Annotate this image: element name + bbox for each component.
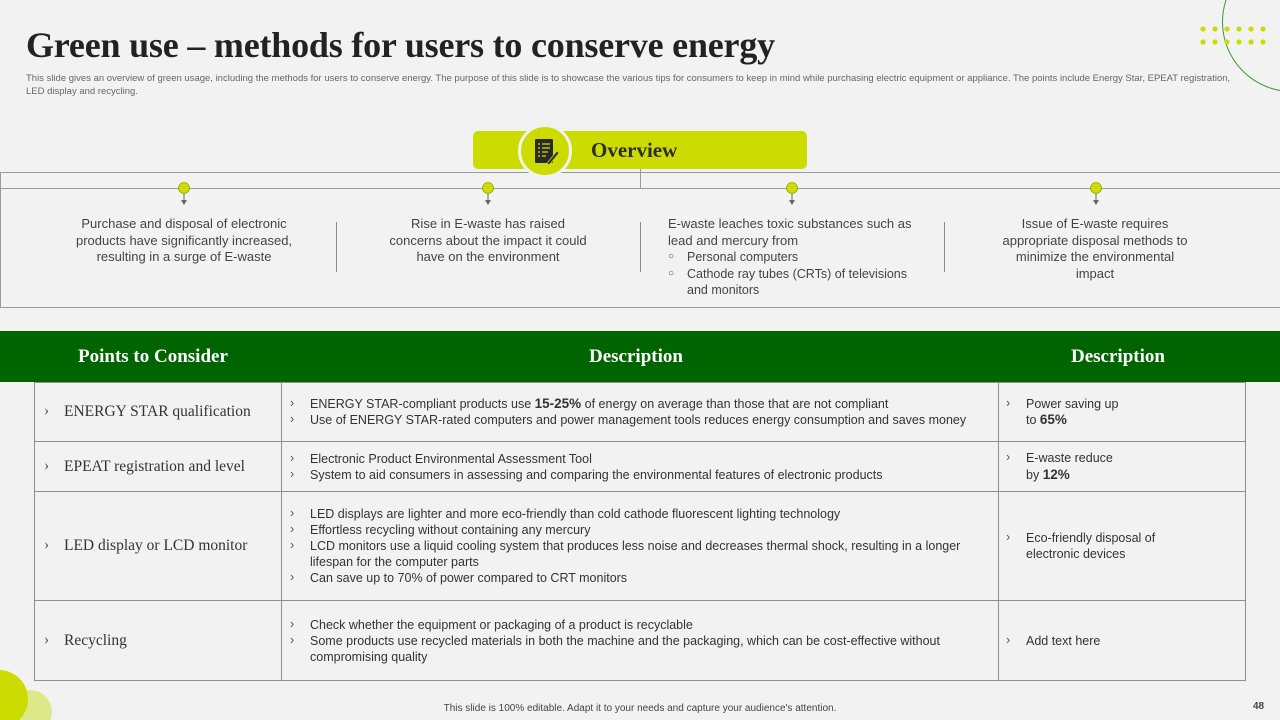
description-item: › Some products use recycled materials in both the machine and the packaging, which can be cost-effective without compromising quality: [290, 633, 990, 665]
description-item: › ENERGY STAR-compliant products use 15-25% of energy on average than those that are not compliant: [290, 396, 966, 412]
overview-item-with-list: [668, 216, 918, 299]
point-label: › EPEAT registration and level: [44, 458, 245, 476]
pin-marker-icon: [1089, 182, 1103, 206]
table-row-point: [44, 383, 278, 441]
list-item: ○ Personal computers: [668, 249, 918, 266]
table-row-point: [44, 601, 278, 681]
table-row-summary: [1006, 383, 1238, 441]
overview-item: Issue of E-waste requires appropriate disposal methods to minimize the environmental impact: [1002, 216, 1188, 281]
table-row-summary: [1006, 492, 1238, 600]
pin-marker-icon: [481, 182, 495, 206]
description-item: › Effortless recycling without containing any mercury: [290, 522, 990, 538]
point-label: › ENERGY STAR qualification: [44, 403, 251, 421]
column-divider: [998, 382, 999, 681]
description-item: › Check whether the equipment or packaging of a product is recyclable: [290, 617, 990, 633]
column-header-points: Points to Consider: [78, 346, 228, 367]
table-row-point: [44, 492, 278, 600]
pin-marker-icon: [785, 182, 799, 206]
description-item: › LCD monitors use a liquid cooling system that produces less noise and decreases thermal shock, resulting in a longer lifespan for the computer parts: [290, 538, 990, 570]
point-label: › Recycling: [44, 632, 127, 650]
table-row-description: [290, 383, 990, 441]
page-title: Green use – methods for users to conserve energy: [26, 25, 775, 65]
table-row-description: [290, 601, 990, 681]
overview-item: Purchase and disposal of electronic products have significantly increased, resulting in a surge of E-waste: [75, 216, 293, 264]
overview-divider: [336, 222, 337, 272]
table-row-summary: [1006, 601, 1238, 681]
page-subtitle: This slide gives an overview of green usage, including the methods for users to conserve energy. The purpose of this slide is to showcase the various tips for consumers to keep in mind while purchasing electric equipment or appliance. The points include Energy Star, EPEAT registration, LED display and recycling.: [26, 73, 1231, 97]
overview-title: Overview: [591, 138, 678, 162]
overview-connector-line: [0, 188, 1280, 189]
description-item: › System to aid consumers in assessing and comparing the environmental features of electronic products: [290, 467, 883, 483]
column-header-description: Description: [589, 346, 683, 367]
table-row-summary: [1006, 442, 1238, 491]
description-item: › Use of ENERGY STAR-rated computers and power management tools reduces energy consumption and saves money: [290, 412, 966, 428]
overview-divider: [640, 222, 641, 272]
column-header-description-2: Description: [1071, 346, 1165, 367]
overview-divider: [944, 222, 945, 272]
summary-text: › Power saving up to 65%: [1006, 396, 1126, 429]
checklist-pencil-icon: [526, 132, 564, 170]
overview-connector-stem: [640, 166, 641, 188]
table-row-description: [290, 492, 990, 600]
pin-marker-icon: [177, 182, 191, 206]
summary-text: › Eco-friendly disposal of electronic devices: [1006, 530, 1176, 563]
footer-note: This slide is 100% editable. Adapt it to your needs and capture your audience's attention.: [443, 703, 837, 714]
table-row-description: [290, 442, 990, 491]
summary-text: › Add text here: [1006, 633, 1100, 650]
description-item: › Electronic Product Environmental Assessment Tool: [290, 451, 883, 467]
description-item: › LED displays are lighter and more eco-friendly than cold cathode fluorescent lighting technology: [290, 506, 990, 522]
summary-text: › E-waste reduce by 12%: [1006, 450, 1116, 483]
list-item: ○ Cathode ray tubes (CRTs) of televisions and monitors: [668, 266, 918, 299]
description-item: › Can save up to 70% of power compared to CRT monitors: [290, 570, 990, 586]
overview-item: Rise in E-waste has raised concerns about the impact it could have on the environment: [389, 216, 587, 264]
page-number: 48: [1253, 701, 1265, 712]
overview-item-text: E-waste leaches toxic substances such as lead and mercury from: [668, 216, 912, 248]
decorative-dots: [1199, 25, 1271, 47]
overview-sub-list: [668, 249, 918, 299]
column-divider: [281, 382, 282, 681]
point-label: › LED display or LCD monitor: [44, 537, 247, 555]
table-row-point: [44, 442, 278, 491]
